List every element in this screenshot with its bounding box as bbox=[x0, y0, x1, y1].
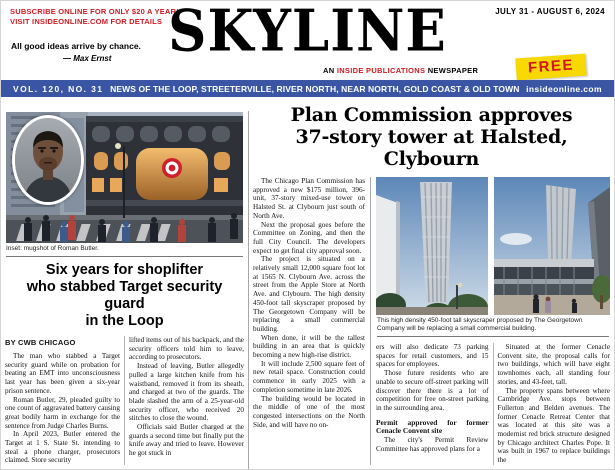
left-article-headline bbox=[5, 262, 244, 330]
paragraph: The city's Permit Review Committee has approved plans for a bbox=[376, 436, 489, 453]
headline-line: who stabbed Target security guard bbox=[26, 279, 223, 312]
headline-line: 37-story tower at Halsted, Clybourn bbox=[295, 126, 568, 170]
skyscraper-rendering-illustration bbox=[376, 177, 610, 315]
left-article-columns bbox=[5, 336, 244, 465]
main-column-2 bbox=[376, 343, 489, 465]
byline: BY CWB CHICAGO bbox=[5, 338, 76, 347]
main-column-3 bbox=[498, 343, 611, 465]
mugshot-face bbox=[15, 118, 81, 202]
left-article bbox=[1, 97, 248, 470]
tower-rendering-photo bbox=[376, 177, 610, 315]
issue-date: JULY 31 - AUGUST 6, 2024 bbox=[495, 7, 605, 16]
masthead-header bbox=[1, 1, 614, 80]
paragraph: The project is situated on a relatively small 12,000 square foot lot at 1565 N. Clybourn Ave. across the street from the Apple Store at North Ave. and Clybourn. The high density 450-foot tall skyscraper proposed by The Georgetown Company will be replacing a small commercial building. bbox=[253, 255, 365, 333]
paragraph: Officials said Butler charged at the guards a second time but finally put the knife away and tried to leave. However he got stuck in bbox=[129, 423, 244, 458]
free-badge: FREE bbox=[515, 54, 586, 81]
page-content bbox=[1, 97, 614, 469]
headline-line: Six years for shoplifter bbox=[45, 262, 204, 278]
masthead-tagline bbox=[323, 66, 478, 75]
quote-attribution: — Max Ernst bbox=[63, 54, 112, 63]
divider-rule bbox=[6, 256, 243, 257]
paragraph: ers will also dedicate 73 parking spaces for retail customers, and 15 spaces for employees. bbox=[376, 343, 489, 369]
article-column-1 bbox=[5, 336, 120, 465]
main-article-headline bbox=[253, 104, 610, 170]
section-subhead: Permit approved for former Cenacle Convent site bbox=[376, 417, 489, 436]
tower-photo-caption: This high density 450-foot tall skyscraper proposed by The Georgetown Company will be replacing a small commercial building. bbox=[377, 317, 583, 332]
masthead-title: SKYLINE bbox=[168, 0, 447, 65]
paragraph: In April 2023, Butler entered the Target at 1 S. State St. intending to steal a phone charger, prosecutors claimed. Store security bbox=[5, 430, 120, 465]
photo-caption: Inset: mugshot of Roman Butler. bbox=[6, 245, 99, 252]
volume-number: VOL. 120, NO. 31 bbox=[13, 83, 104, 94]
main-column-1 bbox=[253, 177, 371, 465]
paragraph: Those future residents who are unable to secure off-street parking will discover there there is a lot of competition for free on-street parking in the surrounding area. bbox=[376, 369, 489, 412]
paragraph: lifted items out of his backpack, and the security officers told him to leave, according to prosecutors. bbox=[129, 336, 244, 362]
main-article-columns bbox=[253, 177, 610, 465]
tagline-suffix: NEWSPAPER bbox=[425, 66, 479, 75]
paragraph: It will include 2,500 square feet of new retail space. Construction could commence in early 2025 with a completion sometime in late 2026. bbox=[253, 359, 365, 394]
paragraph: The man who stabbed a Target security guard while on probation for beating an EMT into unconsciousness last year has been given a six-year prison sentence. bbox=[5, 352, 120, 395]
paragraph: The Chicago Plan Commission has approved a new $175 million, 396-unit, 37-story mixed-use tower on Halsted St. at Clybourn just south of North Ave. bbox=[253, 177, 365, 220]
article-column-2 bbox=[129, 336, 244, 465]
tagline-brand: INSIDE PUBLICATIONS bbox=[336, 66, 426, 75]
subscribe-line-2: VISIT INSIDEONLINE.COM FOR DETAILS bbox=[10, 16, 163, 26]
paragraph: Situated at the former Cenacle Convent site, the proposal calls for two buildings, which will have eight townhomes each, all standing four stories, and 43-feet, tall. bbox=[497, 343, 610, 386]
volume-banner bbox=[1, 80, 614, 97]
tagline-prefix: AN bbox=[323, 66, 337, 75]
column-divider bbox=[493, 343, 494, 465]
main-sub-columns bbox=[376, 343, 610, 465]
divider-rule bbox=[377, 336, 609, 337]
main-article bbox=[253, 97, 614, 470]
target-street-photo bbox=[6, 112, 243, 243]
masthead-quote: All good ideas arrive by chance. bbox=[11, 41, 141, 51]
paragraph: Next the proposal goes before the Committee on Zoning, and then the full City Council. The developers expect to get final city approval soon. bbox=[253, 220, 365, 255]
subscribe-note bbox=[10, 7, 179, 26]
coverage-areas: NEWS OF THE LOOP, STREETERVILLE, RIVER NORTH, NEAR NORTH, GOLD COAST & OLD TOWN bbox=[110, 83, 520, 94]
column-divider bbox=[124, 336, 125, 465]
headline-line: Plan Commission approves bbox=[290, 104, 573, 126]
mugshot-inset bbox=[12, 115, 84, 205]
paragraph: The property spans between where Cambridge Ave. stops between Fullerton and Belden avenues. The former Cenacle Retreat Center that was located at this site was a modernist red brick structure designed by Chicago architect Charles Pope. It was built in 1967 to replace buildings the bbox=[497, 386, 610, 465]
paragraph: Roman Butler, 29, pleaded guilty to one count of aggravated battery causing great bodily harm in exchange for the sentence from Judge Charles Burns. bbox=[5, 395, 120, 430]
main-right-block bbox=[371, 177, 610, 465]
website-url: insideonline.com bbox=[526, 83, 602, 94]
paragraph: The building would be located in the middle of one of the most congested intersections on the North Side, and will have no on- bbox=[253, 394, 365, 429]
paragraph: When done, it will be the tallest building in an area that is quickly becoming a new high-rise district. bbox=[253, 333, 365, 360]
paragraph: Instead of leaving, Butler allegedly pulled a large kitchen knife from his waistband, removed it from its sheath, and charged at two of the guards. The blade slashed the arm of a 25-year-old security officer, who received 20 stitches to close the wound. bbox=[129, 362, 244, 423]
headline-line: in the Loop bbox=[85, 313, 164, 329]
section-divider bbox=[248, 111, 249, 469]
subscribe-line-1: SUBSCRIBE ONLINE FOR ONLY $20 A YEAR! bbox=[10, 7, 179, 16]
